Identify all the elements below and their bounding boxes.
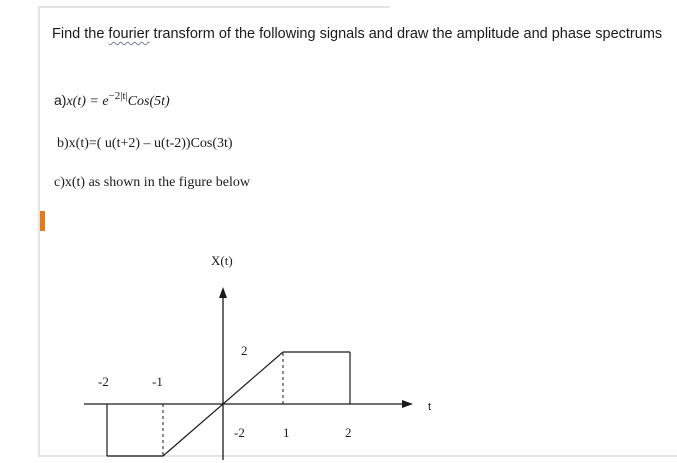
tick-label-x-pos2: 2 [345,425,352,440]
part-a-lhs: x(t) = e [66,94,109,109]
y-axis-arrow [219,287,227,298]
part-b: b)x(t)=( u(t+2) – u(t-2))Cos(3t) [57,136,233,151]
tick-label-x-neg1: -1 [152,374,163,389]
part-c: c)x(t) as shown in the figure below [54,175,250,190]
tick-label-y-pos2: 2 [241,343,248,358]
x-axis-label: t [428,401,432,413]
prompt-text-end: transform of the following signals and draw the amplitude and phase spectrums [149,26,663,42]
tick-label-x-pos1: 1 [283,425,290,440]
tick-label-y-neg2: -2 [234,425,245,440]
part-a-label: a) [54,92,67,108]
part-a-rhs: Cos(5t) [127,94,170,109]
figure-title: X(t) [211,253,233,268]
spellcheck-word: fourier [108,26,150,42]
part-a-exponent: −2|t| [108,90,128,102]
prompt-text-start: Find the [52,26,109,42]
tick-label-x-neg2: -2 [98,374,109,389]
x-axis-arrow [402,400,413,408]
